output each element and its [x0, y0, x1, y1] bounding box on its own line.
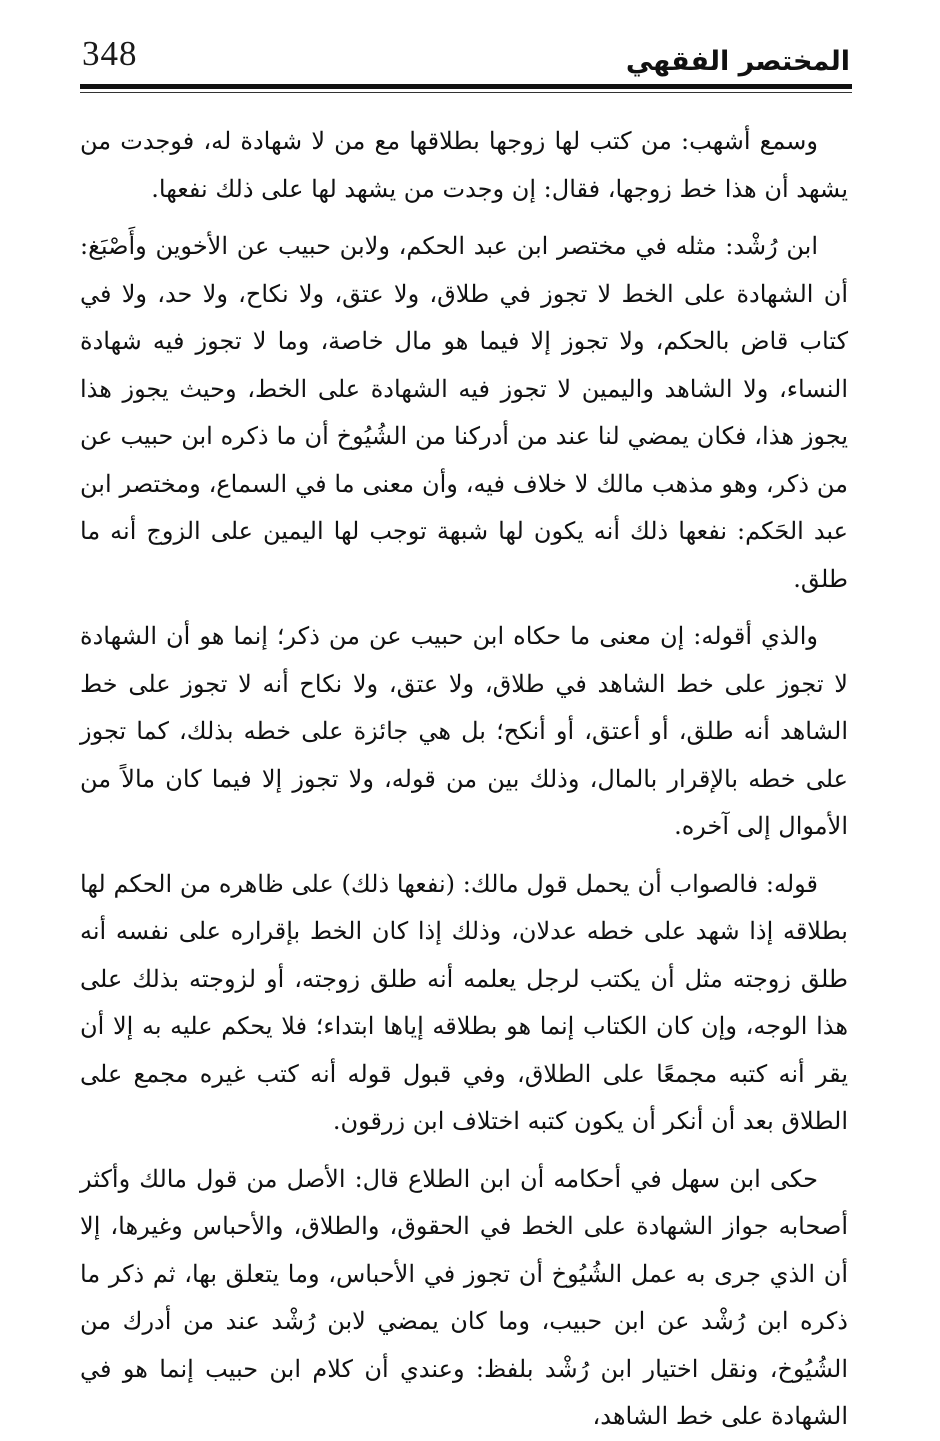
paragraph-5: حكى ابن سهل في أحكامه أن ابن الطلاع قال: الأصل من قول مالك وأكثر أصحابه جواز الشهادة على الخط في الحقوق، والطلاق، والأحباس وغيرها، إلا أن الذي جرى به عمل الشُيُوخ أن تجوز في الأحباس، وما يتعلق بها، ثم ذكر ما ذكره ابن رُشْد عن ابن حبيب، وما كان يمضي لابن رُشْد عند من أدرك من الشُيُوخ، ونقل اختيار ابن رُشْد بلفظ: وعندي أن كلام ابن حبيب إنما هو في الشهادة على خط الشاهد، — [80, 1164, 848, 1430]
running-title: المختصر الفقهي — [625, 46, 850, 77]
paragraph-4: قوله: فالصواب أن يحمل قول مالك: (نفعها ذلك) على ظاهره من الحكم لها بطلاقه إذا شهد على خطه عدلان، وذلك إذا كان الخط بإقراره على نفسه أنه طلق زوجته مثل أن يكتب لرجل يعلمه أنه طلق زوجته، أو لزوجته بذلك على هذا الوجه، وإن كان الكتاب إنما هو بطلاقه إياها ابتداء؛ فلا يحكم عليه به إلا أن يقر أنه كتبه مجمعًا على الطلاق، وفي قبول قوله أنه كتب غيره مجمع على الطلاق بعد أن أنكر أن يكون كتبه اختلاف ابن زرقون. — [80, 869, 848, 1135]
paragraph-3: والذي أقوله: إن معنى ما حكاه ابن حبيب عن من ذكر؛ إنما هو أن الشهادة لا تجوز على خط الشاهد في طلاق، ولا عتق، ولا نكاح أنه لا تجوز على خط الشاهد أنه طلق، أو أعتق، أو أنكح؛ بل هي جائزة على خطه بذلك، كما تجوز على خطه بالإقرار بالمال، وذلك بين من قوله، ولا تجوز إلا فيما كان مالاً من الأموال إلى آخره. — [80, 622, 849, 840]
paragraph-2: ابن رُشْد: مثله في مختصر ابن عبد الحكم، ولابن حبيب عن الأخوين وأَصْبَغ: أن الشهادة على الخط لا تجوز في طلاق، ولا عتق، ولا نكاح، ولا حد، ولا في كتاب قاض بالحكم، ولا تجوز إلا فيما هو مال خاصة، وما لا تجوز فيه شهادة النساء، ولا الشاهد واليمين لا تجوز فيه الشهادة على الخط، وحيث يجوز هذا يجوز هذا، فكان يمضي لنا عند من أدركنا من الشُيُوخ أن ما ذكره ابن حبيب عن من ذكر، وهو مذهب مالك لا خلاف فيه، وأن معنى ما في السماع، ومختصر ابن عبد الحَكم: نفعها ذلك أنه يكون لها شبهة توجب لها اليمين على الزوج أنه ما طلق. — [80, 232, 848, 593]
paragraph-1: وسمع أشهب: من كتب لها زوجها بطلاقها مع من لا شهادة له، فوجدت من يشهد أن هذا خط زوجها، فقال: إن وجدت من يشهد لها على ذلك نفعها. — [80, 127, 848, 203]
page-header — [80, 30, 852, 90]
page-number: 348 — [82, 34, 138, 73]
header-rule — [80, 84, 852, 89]
body-text — [80, 118, 848, 1441]
header-rule-thin — [80, 92, 852, 93]
